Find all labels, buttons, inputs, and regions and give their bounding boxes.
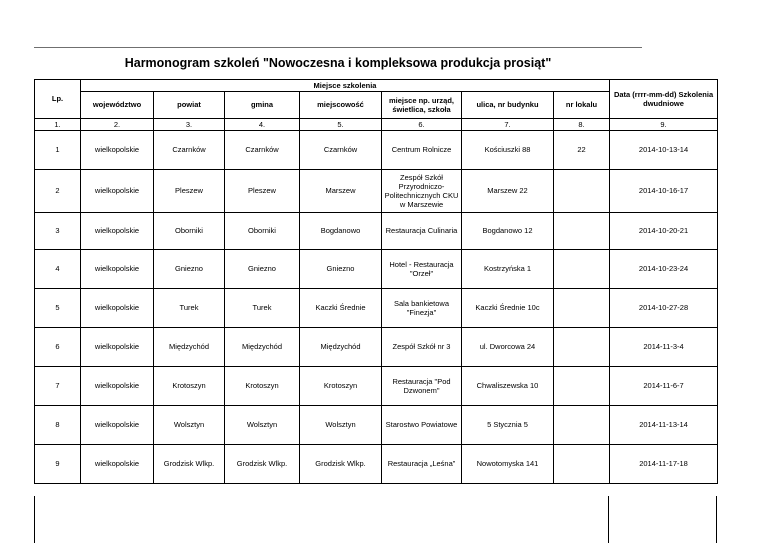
cell-date: 2014-11-3-4 [610, 328, 718, 367]
header-miejsce: miejsce np. urząd, świetlica, szkoła [382, 92, 462, 119]
cell-miejscowosc: Krotoszyn [300, 367, 382, 406]
cell-powiat: Wolsztyn [154, 406, 225, 445]
header-nr-lokalu: nr lokalu [554, 92, 610, 119]
cell-gmina: Czarnków [225, 131, 300, 170]
cell-gmina: Gniezno [225, 250, 300, 289]
cell-miejscowosc: Wolsztyn [300, 406, 382, 445]
table-row [35, 213, 718, 250]
cell-lp: 7 [35, 367, 81, 406]
table-row [35, 328, 718, 367]
header-gmina: gmina [225, 92, 300, 119]
table-row [35, 131, 718, 170]
cell-nr-lokalu [554, 213, 610, 250]
cell-wojewodztwo: wielkopolskie [81, 170, 154, 213]
cell-date: 2014-11-6-7 [610, 367, 718, 406]
cell-lp: 5 [35, 289, 81, 328]
cell-ulica: Chwaliszewska 10 [462, 367, 554, 406]
cell-date: 2014-10-23-24 [610, 250, 718, 289]
table-row [35, 289, 718, 328]
cell-wojewodztwo: wielkopolskie [81, 445, 154, 484]
cell-powiat: Czarnków [154, 131, 225, 170]
column-number: 7. [462, 119, 554, 131]
column-continuation-line [34, 496, 35, 543]
column-number: 2. [81, 119, 154, 131]
cell-miejscowosc: Międzychód [300, 328, 382, 367]
cell-miejscowosc: Grodzisk Wlkp. [300, 445, 382, 484]
cell-gmina: Pleszew [225, 170, 300, 213]
column-continuation-line [608, 496, 609, 543]
cell-nr-lokalu [554, 289, 610, 328]
cell-gmina: Grodzisk Wlkp. [225, 445, 300, 484]
column-number: 3. [154, 119, 225, 131]
schedule-table [34, 79, 718, 484]
table-row [35, 170, 718, 213]
cell-wojewodztwo: wielkopolskie [81, 213, 154, 250]
column-number: 6. [382, 119, 462, 131]
cell-miejsce: Starostwo Powiatowe [382, 406, 462, 445]
header-lp: Lp. [35, 80, 81, 119]
cell-wojewodztwo: wielkopolskie [81, 406, 154, 445]
cell-miejsce: Sala bankietowa "Finezja" [382, 289, 462, 328]
cell-gmina: Oborniki [225, 213, 300, 250]
cell-wojewodztwo: wielkopolskie [81, 289, 154, 328]
header-wojewodztwo: województwo [81, 92, 154, 119]
page-title: Harmonogram szkoleń "Nowoczesna i kompleksowa produkcja prosiąt" [124, 56, 552, 70]
cell-ulica: Marszew 22 [462, 170, 554, 213]
table-row [35, 367, 718, 406]
cell-lp: 3 [35, 213, 81, 250]
cell-miejsce: Restauracja Culinaria [382, 213, 462, 250]
table-row [35, 445, 718, 484]
column-number: 1. [35, 119, 81, 131]
cell-miejsce: Restauracja „Leśna” [382, 445, 462, 484]
cell-miejsce: Centrum Rolnicze [382, 131, 462, 170]
top-rule [34, 47, 642, 48]
cell-gmina: Krotoszyn [225, 367, 300, 406]
cell-wojewodztwo: wielkopolskie [81, 131, 154, 170]
header-powiat: powiat [154, 92, 225, 119]
cell-date: 2014-11-13-14 [610, 406, 718, 445]
table-row [35, 250, 718, 289]
cell-powiat: Turek [154, 289, 225, 328]
cell-nr-lokalu [554, 170, 610, 213]
cell-nr-lokalu [554, 445, 610, 484]
column-continuation-line [716, 496, 717, 543]
cell-miejsce: Restauracja "Pod Dzwonem" [382, 367, 462, 406]
header-group-row [35, 80, 718, 92]
cell-powiat: Krotoszyn [154, 367, 225, 406]
header-date: Data (rrrr-mm-dd) Szkolenia dwudniowe [610, 80, 718, 119]
cell-ulica: ul. Dworcowa 24 [462, 328, 554, 367]
cell-date: 2014-10-20-21 [610, 213, 718, 250]
column-number: 4. [225, 119, 300, 131]
header-miejscowosc: miejscowość [300, 92, 382, 119]
cell-lp: 6 [35, 328, 81, 367]
cell-miejsce: Zespół Szkół Przyrodniczo-Politechnicznych CKU w Marszewie [382, 170, 462, 213]
cell-ulica: Kostrzyńska 1 [462, 250, 554, 289]
cell-miejscowosc: Marszew [300, 170, 382, 213]
cell-lp: 9 [35, 445, 81, 484]
cell-nr-lokalu [554, 250, 610, 289]
cell-nr-lokalu: 22 [554, 131, 610, 170]
header-ulica: ulica, nr budynku [462, 92, 554, 119]
cell-nr-lokalu [554, 367, 610, 406]
cell-lp: 4 [35, 250, 81, 289]
cell-powiat: Gniezno [154, 250, 225, 289]
cell-miejscowosc: Kaczki Średnie [300, 289, 382, 328]
column-numbers-row [35, 119, 718, 131]
cell-ulica: Kaczki Średnie 10c [462, 289, 554, 328]
cell-powiat: Międzychód [154, 328, 225, 367]
cell-wojewodztwo: wielkopolskie [81, 367, 154, 406]
cell-powiat: Oborniki [154, 213, 225, 250]
cell-wojewodztwo: wielkopolskie [81, 250, 154, 289]
cell-ulica: 5 Stycznia 5 [462, 406, 554, 445]
cell-date: 2014-11-17-18 [610, 445, 718, 484]
column-number: 8. [554, 119, 610, 131]
cell-date: 2014-10-16-17 [610, 170, 718, 213]
cell-ulica: Kościuszki 88 [462, 131, 554, 170]
cell-powiat: Pleszew [154, 170, 225, 213]
cell-ulica: Nowotomyska 141 [462, 445, 554, 484]
cell-miejsce: Zespół Szkół nr 3 [382, 328, 462, 367]
column-number: 5. [300, 119, 382, 131]
cell-miejscowosc: Czarnków [300, 131, 382, 170]
cell-lp: 1 [35, 131, 81, 170]
cell-miejsce: Hotel - Restauracja "Orzeł" [382, 250, 462, 289]
cell-date: 2014-10-13-14 [610, 131, 718, 170]
header-miejsce-szkolenia: Miejsce szkolenia [81, 80, 610, 92]
table-row [35, 406, 718, 445]
cell-nr-lokalu [554, 406, 610, 445]
cell-nr-lokalu [554, 328, 610, 367]
column-number: 9. [610, 119, 718, 131]
cell-gmina: Turek [225, 289, 300, 328]
cell-wojewodztwo: wielkopolskie [81, 328, 154, 367]
cell-lp: 8 [35, 406, 81, 445]
cell-date: 2014-10-27-28 [610, 289, 718, 328]
cell-gmina: Międzychód [225, 328, 300, 367]
cell-miejscowosc: Bogdanowo [300, 213, 382, 250]
cell-lp: 2 [35, 170, 81, 213]
cell-ulica: Bogdanowo 12 [462, 213, 554, 250]
cell-miejscowosc: Gniezno [300, 250, 382, 289]
cell-gmina: Wolsztyn [225, 406, 300, 445]
cell-powiat: Grodzisk Wlkp. [154, 445, 225, 484]
